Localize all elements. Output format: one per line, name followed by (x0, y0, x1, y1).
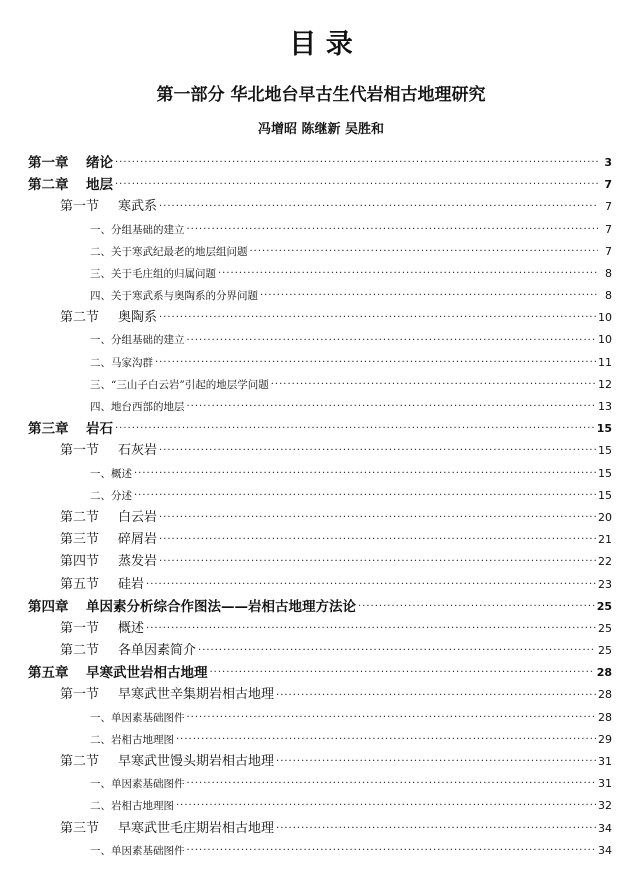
dot-leader (159, 529, 596, 551)
toc-subsection[interactable] (28, 263, 612, 285)
toc-entry-label (90, 773, 185, 795)
toc-entry-title: 二、关于寒武纪最老的地层组问题 (90, 245, 248, 258)
toc-entry-number: 第一节 (60, 199, 100, 215)
dot-leader (187, 840, 597, 862)
toc-entry-page: 28 (598, 688, 612, 702)
toc-subsection[interactable] (28, 773, 612, 795)
toc-entry-label (90, 241, 248, 263)
toc-entry-label (60, 551, 157, 573)
dot-leader (187, 773, 597, 795)
toc-entry-title: 早寒武世馒头期岩相古地理 (118, 754, 275, 770)
toc-entry-page: 15 (598, 466, 612, 480)
toc-subsection[interactable] (28, 795, 612, 817)
dot-leader (271, 374, 596, 396)
toc-entry-number: 第一章 (28, 154, 69, 171)
toc-entry-title: 蒸发岩 (118, 554, 158, 570)
toc-subsection[interactable] (28, 241, 612, 263)
toc-entry-label (60, 684, 274, 706)
toc-entry-title: 石灰岩 (118, 443, 158, 459)
toc-entry-label (60, 196, 157, 218)
dot-leader (146, 618, 596, 640)
toc-entry-page: 13 (598, 400, 612, 414)
toc-entry-label (60, 307, 157, 329)
toc-entry-title: 一、单因素基础图件 (90, 711, 185, 724)
toc-entry-label (28, 596, 356, 618)
part-title: 第一部分 华北地台早古生代岩相古地理研究 (156, 85, 486, 105)
toc-entry-label (90, 352, 153, 374)
dot-leader (187, 396, 597, 418)
toc-section[interactable] (28, 818, 612, 840)
toc-entry-label (28, 662, 208, 684)
toc-entry-title: 奥陶系 (118, 310, 158, 326)
toc-entry-page: 31 (598, 755, 612, 769)
toc-entry-number: 第五节 (60, 576, 100, 592)
toc-entry-page: 7 (605, 200, 612, 214)
toc-entry-label (90, 795, 174, 817)
toc-entry-number: 第四节 (60, 554, 100, 570)
toc-entry-number: 第二节 (60, 643, 100, 659)
toc-entry-number: 第三节 (60, 820, 100, 836)
toc-entry-label (60, 751, 274, 773)
dot-leader (276, 751, 596, 773)
toc-entry-page: 28 (598, 710, 612, 724)
toc-entry-page: 10 (598, 311, 612, 325)
toc-section[interactable] (28, 640, 612, 662)
toc-entry-title: 硅岩 (118, 576, 145, 592)
toc-entry-label (90, 840, 185, 862)
toc-entry-label (90, 219, 185, 241)
toc-entry-number: 第一节 (60, 443, 100, 459)
toc-chapter[interactable] (28, 174, 612, 196)
toc-entry-label (60, 507, 157, 529)
toc-entry-label (90, 729, 174, 751)
toc-entry-label (60, 574, 144, 596)
toc-section[interactable] (28, 685, 612, 707)
dot-leader (159, 307, 596, 329)
dot-leader (187, 330, 597, 352)
toc-chapter[interactable] (28, 418, 612, 440)
toc-section[interactable] (28, 529, 612, 551)
toc-entry-page: 21 (598, 533, 612, 547)
toc-entry-title: 岩石 (86, 421, 113, 438)
toc-subsection[interactable] (28, 707, 612, 729)
toc-entry-page: 12 (598, 377, 612, 391)
toc-entry-page: 11 (598, 355, 612, 369)
toc-entry-label (60, 440, 157, 462)
dot-leader (159, 507, 596, 529)
toc-entry-title: 早寒武世辛集期岩相古地理 (118, 687, 275, 703)
toc-entry-label (90, 463, 132, 485)
dot-leader (210, 662, 595, 684)
dot-leader (115, 418, 595, 440)
toc-entry-label (90, 263, 216, 285)
toc-entry-title: 碎屑岩 (118, 532, 158, 548)
toc-entry-page: 25 (598, 644, 612, 658)
toc-entry-page: 10 (598, 333, 612, 347)
toc-entry-label (28, 418, 113, 440)
toc-entry-page: 31 (598, 777, 612, 791)
dot-leader (115, 152, 598, 174)
toc-entry-page: 23 (598, 577, 612, 591)
toc-subsection[interactable] (28, 840, 612, 862)
toc-entry-title: 一、单因素基础图件 (90, 778, 185, 791)
dot-leader (250, 241, 599, 263)
toc-entry-title: 三、关于毛庄组的归属问题 (90, 267, 216, 280)
toc-entry-page: 20 (598, 510, 612, 524)
toc-entry-label (60, 529, 157, 551)
toc-entry-title: 地层 (86, 177, 113, 194)
toc-entry-label (90, 374, 269, 396)
toc-entry-title: 早寒武世岩相古地理 (86, 665, 208, 682)
toc-entry-label (90, 329, 185, 351)
toc-entry-number: 第三章 (28, 421, 69, 438)
toc-entry-title: 二、马家沟群 (90, 356, 153, 369)
toc-entry-title: 四、地台西部的地层 (90, 401, 185, 414)
dot-leader (176, 795, 596, 817)
dot-leader (176, 729, 596, 751)
toc-section[interactable] (28, 196, 612, 218)
toc-entry-number: 第二节 (60, 754, 100, 770)
toc-entry-page: 15 (598, 444, 612, 458)
toc-entry-title: 单因素分析综合作图法——岩相古地理方法论 (86, 598, 356, 615)
toc-entry-number: 第一节 (60, 620, 100, 636)
toc-entry-title: 各单因素简介 (118, 643, 197, 659)
toc-entry-title: 四、关于寒武系与奥陶系的分界问题 (90, 290, 258, 303)
dot-leader (187, 219, 599, 241)
toc-subsection[interactable] (28, 352, 612, 374)
toc-section[interactable] (28, 507, 612, 529)
toc-entry-title: 二、分述 (90, 489, 132, 502)
toc-entry-label (28, 152, 113, 174)
toc-entry-title: 寒武系 (118, 199, 158, 215)
toc-entry-title: 二、岩相古地理图 (90, 733, 174, 746)
toc-entry-page: 28 (596, 666, 612, 680)
toc-entry-title: 一、概述 (90, 467, 132, 480)
toc-entry-title: 一、分组基础的建立 (90, 223, 185, 236)
toc-entry-label (90, 285, 258, 307)
toc-subsection[interactable] (28, 729, 612, 751)
toc-entry-number: 第一节 (60, 687, 100, 703)
dot-leader (358, 596, 595, 618)
toc-subsection[interactable] (28, 463, 612, 485)
toc-entry-number: 第三节 (60, 532, 100, 548)
toc-entry-page: 3 (604, 155, 612, 169)
toc-entry-page: 29 (598, 732, 612, 746)
dot-leader (134, 463, 596, 485)
toc-entry-number: 第二章 (28, 177, 69, 194)
toc-subsection[interactable] (28, 485, 612, 507)
toc-entry-label (90, 707, 185, 729)
toc-entry-title: 绪论 (86, 154, 113, 171)
toc-entry-page: 15 (596, 422, 612, 436)
dot-leader (276, 818, 596, 840)
dot-leader (159, 196, 598, 218)
toc-entry-title: 白云岩 (118, 509, 158, 525)
toc-entry-number: 第二节 (60, 509, 100, 525)
toc-entry-label (60, 818, 274, 840)
toc-entry-page: 32 (598, 799, 612, 813)
dot-leader (155, 352, 596, 374)
toc-entry-label (60, 618, 144, 640)
toc-subsection[interactable] (28, 219, 612, 241)
toc-subsection[interactable] (28, 285, 612, 307)
dot-leader (146, 574, 596, 596)
toc-section[interactable] (28, 551, 612, 573)
toc-entry-page: 7 (605, 244, 612, 258)
toc-entry-label (90, 485, 132, 507)
toc-entry-label (90, 396, 185, 418)
toc-section[interactable] (28, 574, 612, 596)
toc-chapter[interactable] (28, 152, 612, 174)
toc-section[interactable] (28, 751, 612, 773)
toc-entry-page: 8 (605, 289, 612, 303)
dot-leader (260, 285, 598, 307)
toc-section[interactable] (28, 307, 612, 329)
toc-entry-title: 二、岩相古地理图 (90, 800, 174, 813)
dot-leader (218, 263, 598, 285)
toc-entry-page: 8 (605, 266, 612, 280)
toc-entry-page: 7 (605, 222, 612, 236)
toc-entry-page: 15 (598, 488, 612, 502)
toc-entry-title: 一、分组基础的建立 (90, 334, 185, 347)
toc-section[interactable] (28, 618, 612, 640)
toc-chapter[interactable] (28, 662, 612, 684)
toc-subsection[interactable] (28, 374, 612, 396)
toc-entry-title: 一、单因素基础图件 (90, 844, 185, 857)
toc-entry-label (28, 174, 113, 196)
toc-entry-number: 第四章 (28, 598, 69, 615)
dot-leader (159, 551, 596, 573)
toc-entry-title: 早寒武世毛庄期岩相古地理 (118, 820, 275, 836)
dot-leader (187, 707, 597, 729)
toc-entry-number: 第五章 (28, 665, 69, 682)
toc-entry-page: 34 (598, 843, 612, 857)
toc-entry-page: 25 (596, 599, 612, 613)
dot-leader (134, 485, 596, 507)
page-title: 目 录 (289, 29, 353, 60)
toc-entry-page: 22 (598, 555, 612, 569)
dot-leader (198, 640, 596, 662)
dot-leader (159, 440, 596, 462)
dot-leader (276, 685, 596, 707)
toc-chapter[interactable] (28, 596, 612, 618)
toc-entry-page: 7 (604, 178, 612, 192)
dot-leader (115, 174, 598, 196)
toc-entry-page: 25 (598, 621, 612, 635)
toc-entry-title: 三、“三山子白云岩”引起的地层学问题 (90, 378, 269, 391)
toc-subsection[interactable] (28, 330, 612, 352)
authors: 冯增昭 陈继新 吴胜和 (257, 122, 385, 137)
toc-entry-number: 第二节 (60, 310, 100, 326)
toc-entry-title: 概述 (118, 620, 145, 636)
toc-entry-label (60, 640, 196, 662)
toc-section[interactable] (28, 440, 612, 462)
toc-subsection[interactable] (28, 396, 612, 418)
table-of-contents (28, 152, 612, 862)
toc-entry-page: 34 (598, 821, 612, 835)
